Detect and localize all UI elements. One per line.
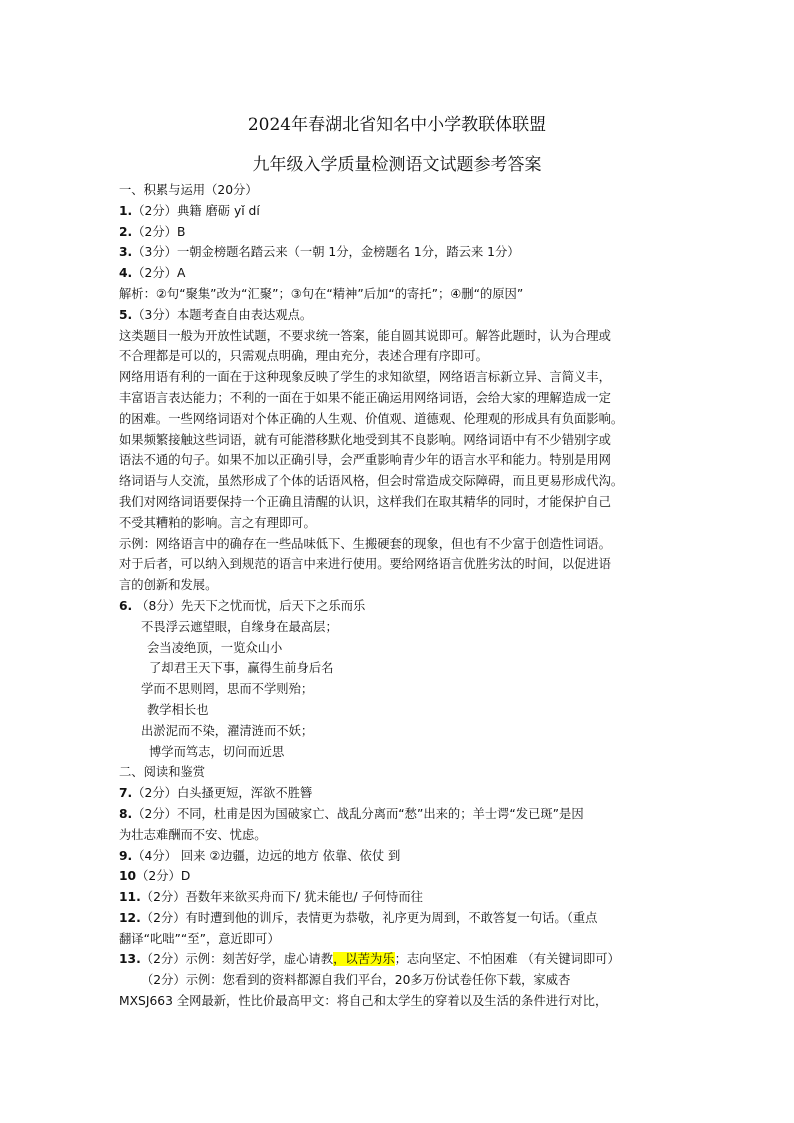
poem-line: 学而不思则罔，思而不学则殆； <box>141 682 314 697</box>
text-line: 这类题目一般为开放性试题，不要求统一答案，能自圆其说即可。解答此题时，认为合理或 <box>119 328 611 343</box>
text-line: 语法不通的句子。如果不加以正确引导，会严重影响青少年的语言水平和能力。特别是用网 <box>119 453 611 468</box>
text-line: 10（2分）D <box>119 869 191 884</box>
highlighted-text: ，以苦为乐 <box>333 952 395 967</box>
question-number: 9. <box>119 848 133 863</box>
text-line: 不受其糟粕的影响。言之有理即可。 <box>119 515 316 530</box>
text-line: MXSJ663 全网最新，性比价最高甲文：将自己和太学生的穿着以及生活的条件进行对比， <box>119 994 608 1009</box>
poem-line: 会当凌绝顶，一览众山小 <box>147 640 283 655</box>
question-number: 6. <box>119 598 133 613</box>
document-subtitle: 九年级入学质量检测语文试题参考答案 <box>252 155 542 175</box>
text-line: 网络用语有利的一面在于这种现象反映了学生的求知欲望，网络语言标新立异、言简义丰， <box>119 370 611 385</box>
question-number: 1. <box>119 203 133 218</box>
poem-line: 教学相长也 <box>147 702 209 717</box>
text-line: 一、积累与运用（20分） <box>119 183 258 197</box>
text-line: 络词语与人交流，虽然形成了个体的话语风格，但会时常造成交际障碍，而且更易形成代沟。 <box>119 474 624 489</box>
text-line: 13.（2分）示例：刻苦好学，虚心请教，以苦为乐；志向坚定、不怕困难 （有关键词即可） <box>119 952 620 967</box>
question-number: 5. <box>119 307 133 322</box>
text-line: 4.（2分）A <box>119 266 186 281</box>
poem-line: 不畏浮云遮望眼，自缘身在最高层； <box>141 619 338 634</box>
text-line: 9.（4分） 回来 ②边疆，边远的地方 依靠、依仗 到 <box>119 848 401 863</box>
text-line: 我们对网络词语要保持一个正确且清醒的认识，这样我们在取其精华的同时，才能保护自己 <box>119 494 611 509</box>
text-line: 不合理都是可以的，只需观点明确，理由充分，表述合理有序即可。 <box>119 349 488 364</box>
poem-line: 出淤泥而不染，濯清涟而不妖； <box>141 723 314 738</box>
text-line: 1.（2分）典籍 磨砺 yǐ dí <box>119 203 260 218</box>
question-number: 7. <box>119 786 133 801</box>
text-line: 的困难。一些网络词语对个体正确的人生观、价值观、道德观、伦理观的形成具有负面影响。 <box>119 411 624 426</box>
text-line: 对于后者，可以纳入到规范的语言中来进行使用。要给网络语言优胜劣汰的时间，以促进语 <box>119 557 611 572</box>
question-number: 10 <box>119 869 137 884</box>
question-number: 11. <box>119 890 141 905</box>
question-number: 3. <box>119 245 133 260</box>
document-title: 2024年春湖北省知名中小学教联体联盟 <box>247 115 547 135</box>
text-line: 8.（2分）不同，杜甫是因为国破家亡、战乱分离而“愁”出来的；羊士谔“发已斑”是因 <box>119 806 584 821</box>
question-number: 12. <box>119 910 141 925</box>
question-number: 4. <box>119 266 133 281</box>
text-line: 丰富语言表达能力；不利的一面在于如果不能正确运用网络词语，会给大家的理解造成一定 <box>119 390 611 405</box>
question-number: 13. <box>119 952 141 967</box>
text-line: 如果频繁接触这些词语，就有可能潜移默化地受到其不良影响。网络词语中有不少错别字或 <box>119 432 611 447</box>
text-line: 12.（2分）有时遭到他的训斥，表情更为恭敬，礼序更为周到，不敢答复一句话。（重点 <box>119 910 598 925</box>
text-line: 为壮志难酬而不安、忧虑。 <box>119 827 267 842</box>
answer-body <box>119 180 679 1012</box>
text-line: 6. （8分）先天下之忧而忧，后天下之乐而乐 <box>119 598 366 613</box>
text-line: 翻译“叱咄”“至”，意近即可） <box>119 931 280 946</box>
text-line: 5.（3分）本题考查自由表达观点。 <box>119 307 313 322</box>
text-line: 11.（2分）吾数年来欲买舟而下/ 犹未能也/ 子何恃而往 <box>119 890 423 905</box>
text-line: （2分）示例：您看到的资料都源自我们平台，20多万份试卷任你下载，家威杏 <box>141 973 571 988</box>
text-line: 3.（3分）一朝金榜题名踏云来（一朝 1分，金榜题名 1分，踏云来 1分） <box>119 245 520 260</box>
question-number: 8. <box>119 806 133 821</box>
text-line: 示例：网络语言中的确存在一些品味低下、生搬硬套的现象，但也有不少富于创造性词语。 <box>119 536 611 551</box>
poem-line: 博学而笃志，切问而近思 <box>149 744 285 759</box>
text-line: 2.（2分）B <box>119 224 186 239</box>
question-number: 2. <box>119 224 133 239</box>
text-line: 言的创新和发展。 <box>119 578 218 593</box>
poem-line: 了却君王天下事，赢得生前身后名 <box>149 661 334 676</box>
section-heading: 二、阅读和鉴赏 <box>119 765 206 780</box>
text-line: 解析：②句“聚集”改为“汇聚”；③句在“精神”后加“的寄托”；④删“的原因” <box>119 286 524 301</box>
text-line: 7.（2分）白头搔更短，浑欲不胜簪 <box>119 786 313 801</box>
